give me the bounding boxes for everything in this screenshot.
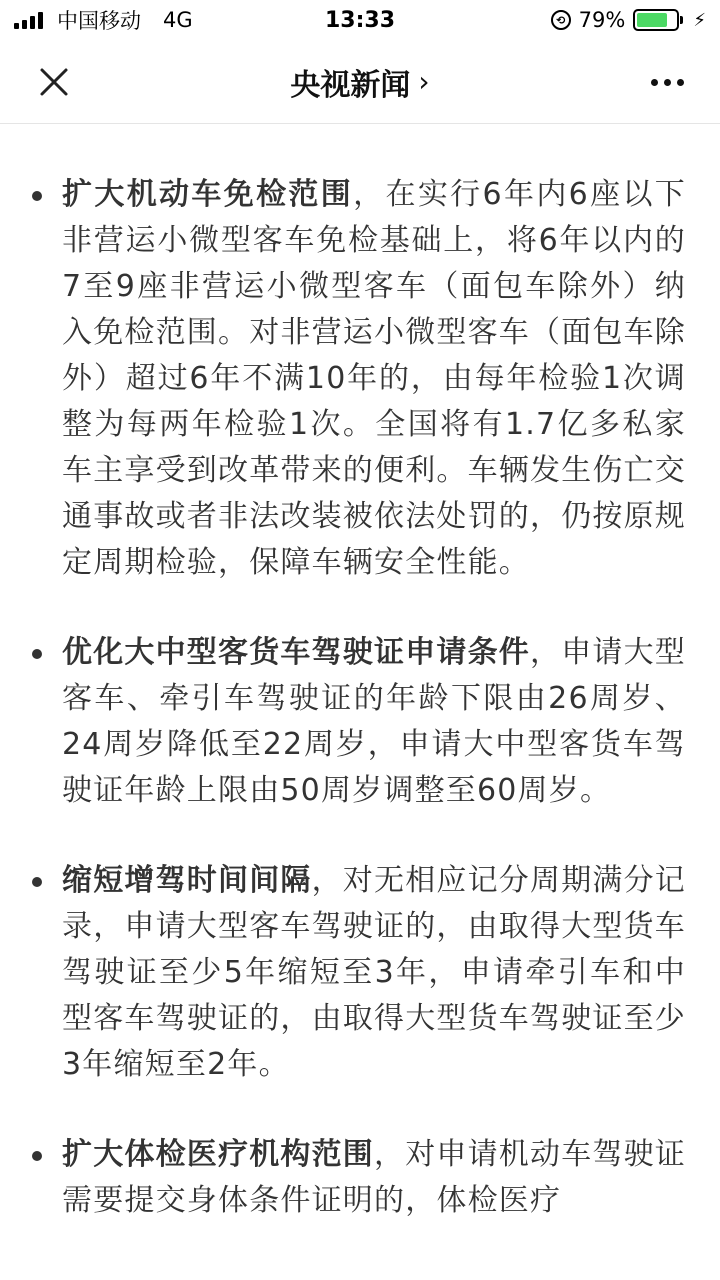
bullet-text: ，对无相应记分周期满分记录，申请大型客车驾驶证的，由取得大型货车驾驶证至少5年缩短至3年，申请牵引车和中型客车驾驶证的，由取得大型货车驾驶证至少3年缩短至2年。 — [62, 863, 687, 1082]
bullet-heading: 优化大中型客货车驾驶证申请条件 — [62, 635, 530, 670]
battery-icon — [633, 9, 679, 31]
list-item — [62, 1132, 686, 1224]
carrier-name: 中国移动 — [57, 9, 141, 33]
battery-fill — [637, 13, 667, 27]
page-title: 央视新闻 — [290, 67, 411, 103]
charging-bolt-icon: ⚡ — [693, 9, 706, 31]
account-title-link[interactable] — [290, 60, 429, 104]
more-dots-icon — [651, 79, 658, 86]
bullet-dot-icon — [32, 877, 42, 887]
bullet-list — [0, 124, 720, 1224]
nav-bar — [0, 40, 720, 124]
chevron-right-icon: › — [418, 65, 430, 98]
list-item — [62, 630, 686, 814]
battery-percent: 79% — [578, 8, 626, 32]
status-left — [14, 5, 193, 35]
network-type: 4G — [163, 8, 193, 32]
bullet-text: ，在实行6年内6座以下非营运小微型客车免检基础上，将6年以内的7至9座非营运小微型客车（面包车除外）纳入免检范围。对非营运小微型客车（面包车除外）超过6年不满10年的，由每年检验1次调整为每两年检验1次。全国将有1.7亿多私家车主享受到改革带来的便利。车辆发生伤亡交通事故或者非法改装被依法处罚的，仍按原规定周期检验，保障车辆安全性能。 — [62, 177, 686, 580]
article-content[interactable] — [0, 124, 720, 1280]
bullet-dot-icon — [32, 191, 42, 201]
bullet-heading: 缩短增驾时间间隔 — [62, 863, 312, 898]
more-button[interactable] — [651, 70, 684, 94]
signal-strength-icon — [14, 11, 43, 29]
bullet-heading: 扩大机动车免检范围 — [62, 177, 354, 212]
list-item — [62, 858, 686, 1088]
bullet-text: ，申请大型客车、牵引车驾驶证的年龄下限由26周岁、24周岁降低至22周岁，申请大中型客货车驾驶证年龄上限由50周岁调整至60周岁。 — [62, 635, 686, 808]
close-icon — [36, 64, 72, 100]
status-time: 13:33 — [324, 7, 396, 33]
bullet-text: ，对申请机动车驾驶证需要提交身体条件证明的，体检医疗 — [62, 1137, 686, 1218]
list-item — [62, 172, 686, 586]
bullet-dot-icon — [32, 1151, 42, 1161]
bullet-heading: 扩大体检医疗机构范围 — [62, 1137, 374, 1172]
status-right — [551, 8, 706, 32]
close-button[interactable] — [36, 64, 72, 100]
bullet-dot-icon — [32, 649, 42, 659]
rotation-lock-icon: ⟲ — [551, 10, 571, 30]
status-bar — [0, 0, 720, 40]
